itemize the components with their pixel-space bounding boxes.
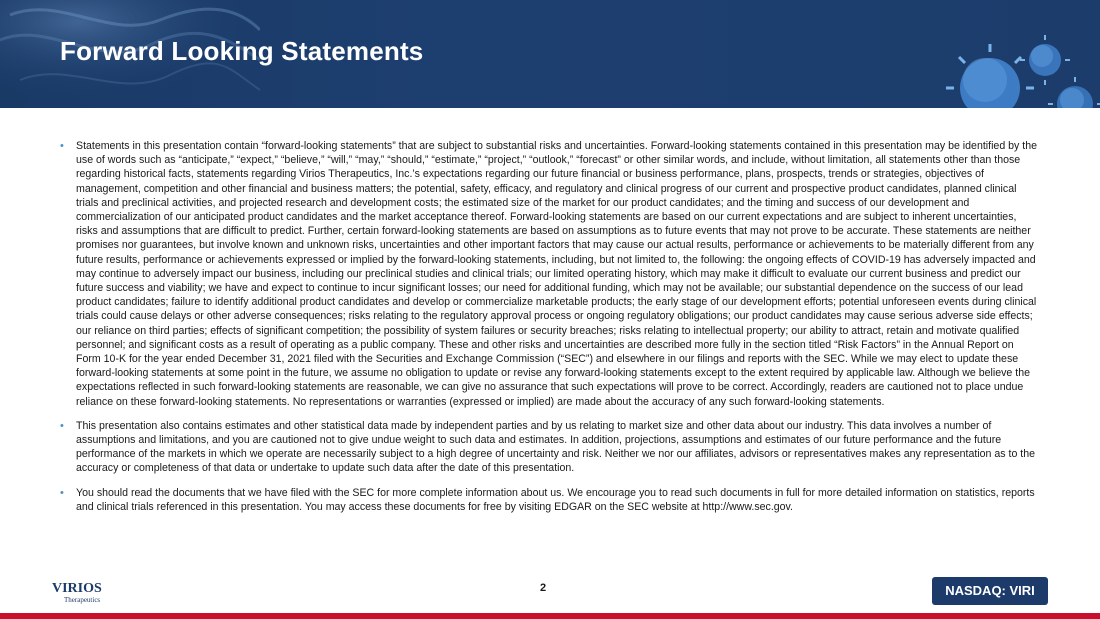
page-title: Forward Looking Statements — [60, 36, 424, 66]
virus-illustration — [840, 0, 1100, 108]
virios-logo-graphic — [52, 578, 122, 604]
virus-large-icon — [946, 44, 1034, 108]
bottom-accent-bar — [0, 613, 1100, 619]
paragraph-sec-documents: • You should read the documents that we have filed with the SEC for more complete information about us. We encourage you to read such documents in full for more detailed information on statistics, reports and clinical trials referenced in this presentation. You may access these documents for free by visiting EDGAR on the SEC website at http://www.sec.gov. — [60, 486, 1040, 514]
virus-small-icon — [1048, 77, 1100, 108]
paragraph-forward-looking: • Statements in this presentation contain “forward-looking statements” that are subject to substantial risks and uncertainties. Forward-looking statements contained in this presentation may be identified by the use of words such as “anticipate,” “expect,” “believe,” “will,” “may,” “should,” “estimate,” “project,” “outlook,” “forecast” or other similar words, and include, without limitation, all statements other than those regarding historical facts, statements regarding Virios Therapeutics, Inc.’s expectations regarding our future financial or business performance, plans, prospects, trends or strategies, objectives of management, competition and other financial and business matters; the potential, safety, efficacy, and regulatory and clinical progress of our current and prospective product candidates, planned clinical trials and preclinical activities, and projected research and development costs; the estimated size of the market for our product candidates; and the timing and success of our development and commercialization of our anticipated product candidates and the market acceptance thereof. Forward-looking statements are based on our current expectations and are subject to inherent uncertainties, risks and assumptions that are difficult to predict. Further, certain forward-looking statements are based on assumptions as to future events that may not prove to be accurate. These statements are neither promises nor guarantees, but involve known and unknown risks, uncertainties and other important factors that may cause our actual results, performance or achievements to be materially different from any future results, performance or achievements expressed or implied by the forward-looking statements, including, but not limited to, the following: the ongoing effects of COVID-19 has adversely impacted and may continue to adversely impact our business, including our preclinical studies and clinical trials; our limited operating history, which may make it difficult to evaluate our current business and predict our future success and viability; we have and expect to continue to incur significant losses; our need for additional funding, which may not be available; our substantial dependence on the success of our lead product candidates; failure to identify additional product candidates and develop or commercialize marketable products; the early stage of our development efforts; potential unforeseen events during clinical trials could cause delays or other adverse consequences; risks relating to the regulatory approval process or ongoing regulatory obligations; our product candidates may cause serious adverse side effects; our reliance on third parties; effects of significant competition; the possibility of system failures or security breaches; risks relating to intellectual property; our ability to attract, retain and motivate qualified personnel; and significant costs as a result of operating as a public company. These and other risks and uncertainties are described more fully in the section titled “Risk Factors” in the Annual Report on Form 10-K for the year ended December 31, 2021 filed with the Securities and Exchange Commission (“SEC”) and elsewhere in our filings and reports with the SEC. While we may elect to update these forward-looking statements at some point in the future, we assume no obligation to update or revise any forward-looking statements except to the extent required by applicable law. Although we believe the expectations reflected in such forward-looking statements are reasonable, we can give no assurance that such expectations will prove to be correct. Accordingly, readers are cautioned not to place undue reliance on these forward-looking statements. No representations or warranties (expressed or implied) are made about the accuracy of any such forward-looking statements. — [60, 139, 1040, 409]
paragraph-statistical-data: • This presentation also contains estimates and other statistical data made by independent parties and by us relating to market size and other data about our industry. This data involves a number of assumptions and limitations, and you are cautioned not to give undue weight to such data and estimates. In addition, projections, assumptions and estimates of our future performance and the future performance of the markets in which we operate are necessarily subject to a high degree of uncertainty and risk. Neither we nor our affiliates, advisors or representatives makes any representation as to the accuracy or completeness of that data or undertake to update such data after the date of this presentation. — [60, 419, 1040, 476]
logo-wordmark: VIRIOS — [52, 581, 102, 596]
statements-body — [60, 139, 1040, 524]
page-number: 2 — [540, 582, 547, 594]
logo-subtitle: Therapeutics — [64, 596, 101, 604]
ticker-badge: NASDAQ: VIRI — [932, 577, 1048, 605]
virios-logo — [52, 578, 122, 609]
header-banner — [0, 0, 1100, 108]
virus-medium-icon — [1020, 35, 1070, 85]
